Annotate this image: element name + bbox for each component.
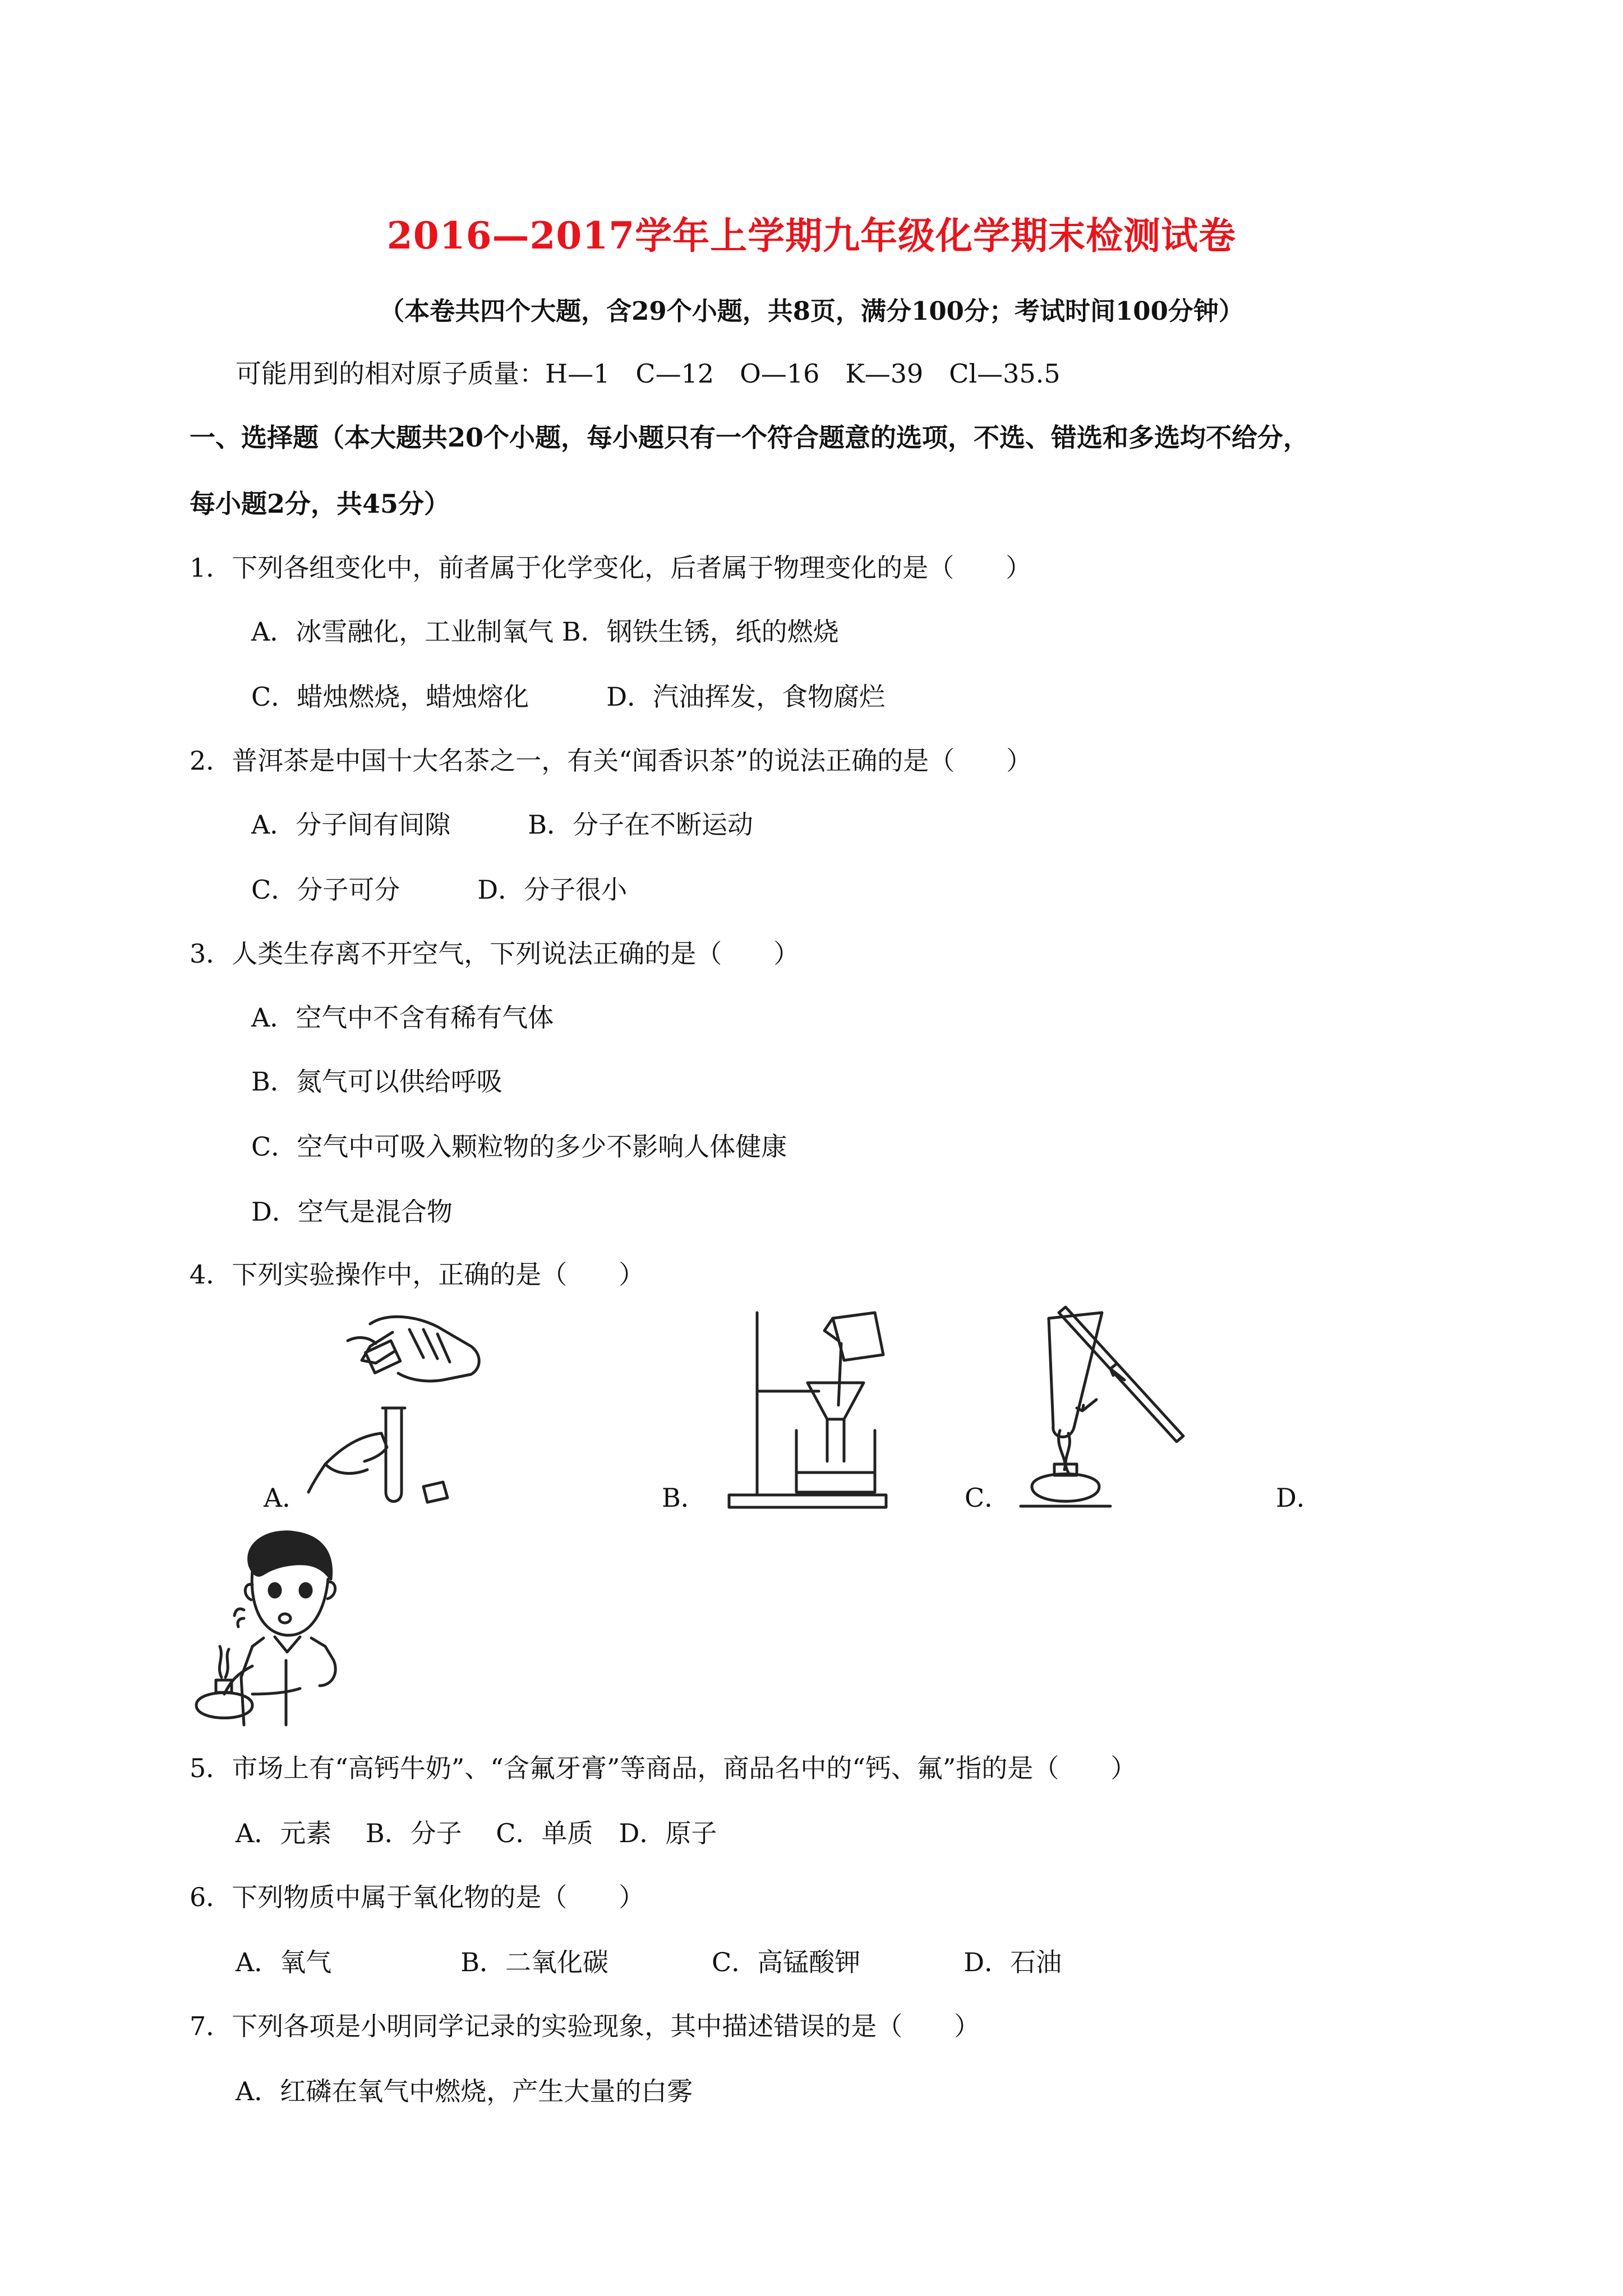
q3-option-d: D．空气是混合物 (251, 1197, 453, 1227)
section1-heading-line2: 每小题2分，共45分） (190, 489, 450, 519)
q6-options: A．氧气 B．二氧化碳 C．高锰酸钾 D．石油 (236, 1947, 1062, 1977)
atomic-masses: 可能用到的相对原子质量：H—1 C—12 O—16 K—39 Cl—35.5 (236, 358, 1061, 389)
exam-title: 2016—2017学年上学期九年级化学期末检测试卷 (386, 214, 1237, 257)
q3-option-c: C．空气中可吸入颗粒物的多少不影响人体健康 (251, 1131, 787, 1162)
q4-stem: 4．下列实验操作中，正确的是（ ） (190, 1259, 645, 1290)
q1-stem: 1．下列各组变化中，前者属于化学变化，后者属于物理变化的是（ ） (190, 553, 1032, 583)
figure-d-blowing-lamp (191, 1526, 376, 1728)
q3-stem: 3．人类生存离不开空气，下列说法正确的是（ ） (190, 938, 800, 969)
q1-options-line1: A．冰雪融化，工业制氧气 B．钢铁生锈，纸的燃烧 (251, 616, 839, 647)
q4-option-d-label: D． (1276, 1483, 1322, 1513)
figure-b-filtration (723, 1301, 903, 1515)
figure-a-pouring-liquid (303, 1307, 488, 1515)
q4-option-c-label: C． (965, 1483, 1011, 1513)
q3-option-b: B．氮气可以供给呼吸 (251, 1066, 502, 1097)
exam-subtitle: （本卷共四个大题，含29个小题，共8页，满分100分；考试时间100分钟） (379, 296, 1244, 326)
q7-stem: 7．下列各项是小明同学记录的实验现象，其中描述错误的是（ ） (190, 2011, 980, 2041)
section1-heading-line1: 一、选择题（本大题共20个小题，每小题只有一个符合题意的选项，不选、错选和多选均不给分， (190, 422, 1310, 453)
q4-option-b-label: B． (662, 1483, 707, 1513)
q2-stem: 2．普洱茶是中国十大名茶之一，有关“闻香识茶”的说法正确的是（ ） (190, 746, 1032, 776)
figure-c-heating-test-tube (998, 1296, 1200, 1515)
q4-option-a-label: A． (264, 1483, 308, 1513)
q5-options: A．元素 B．分子 C．单质 D．原子 (236, 1818, 717, 1848)
q2-options-line2: C．分子可分 D．分子很小 (251, 875, 628, 905)
q5-stem: 5．市场上有“高钙牛奶”、“含氟牙膏”等商品，商品名中的“钙、氟”指的是（ ） (190, 1753, 1137, 1783)
q1-options-line2: C．蜡烛燃烧，蜡烛熔化 D．汽油挥发，食物腐烂 (251, 682, 886, 712)
q3-option-a: A．空气中不含有稀有气体 (251, 1002, 554, 1033)
q6-stem: 6．下列物质中属于氧化物的是（ ） (190, 1882, 645, 1912)
q2-options-line1: A．分子间有间隙 B．分子在不断运动 (251, 809, 754, 840)
q7-option-a: A．红磷在氧气中燃烧，产生大量的白雾 (236, 2076, 693, 2106)
